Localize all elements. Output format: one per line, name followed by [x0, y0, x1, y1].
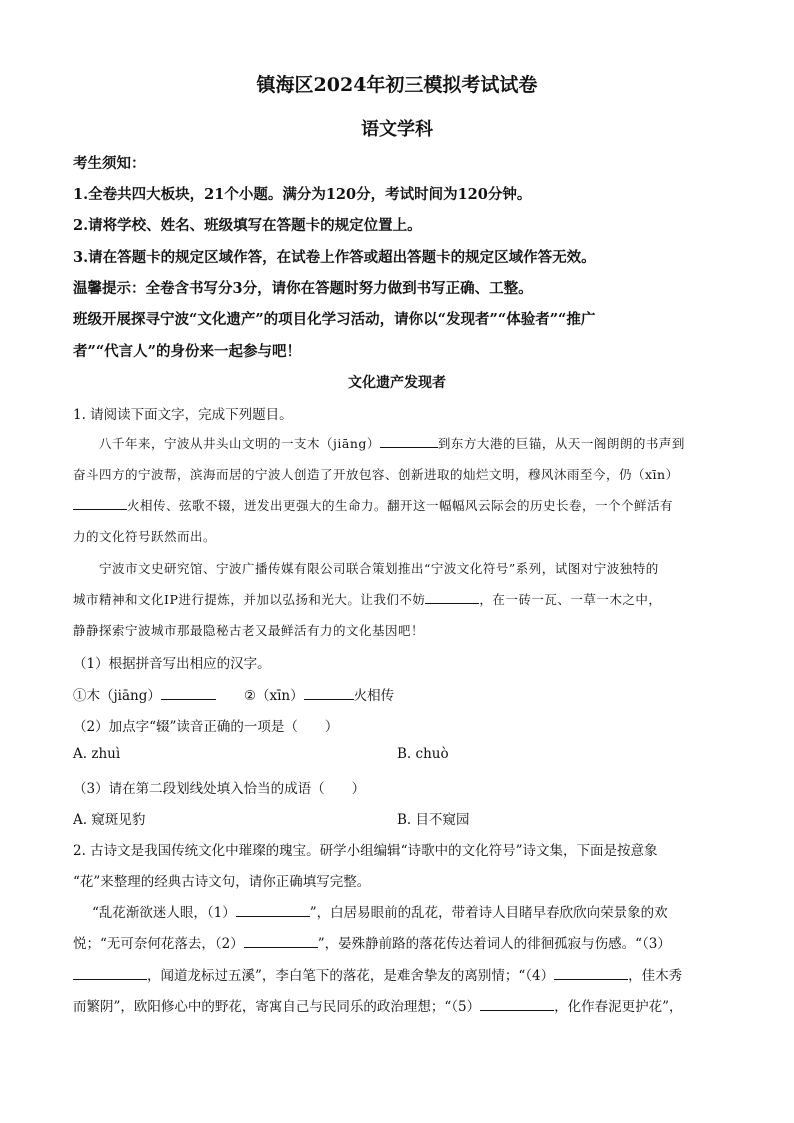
- poem-text: ，化作春泥更护花”，: [554, 999, 683, 1015]
- answer-blank[interactable]: [244, 935, 318, 948]
- option-b[interactable]: B. 目不窥园: [397, 812, 470, 828]
- answer-blank[interactable]: [161, 687, 216, 700]
- poem-text: 悦；“无可奈何花落去，（2）: [73, 936, 244, 952]
- pinyin-item: 火相传: [353, 688, 395, 704]
- question-2-stem: “花”来整理的经典古诗文句，请你正确填写完整。: [73, 874, 371, 890]
- poem-text: ，佳木秀: [628, 968, 683, 984]
- question-1-stem: 1. 请阅读下面文字，完成下列题目。: [73, 407, 293, 423]
- passage-text: 八千年来，宁波从井头山文明的一支木（jiāng）: [99, 436, 380, 451]
- note-item: 1.全卷共四大板块，21个小题。满分为120分，考试时间为120分钟。: [73, 186, 532, 203]
- passage-line: 奋斗四方的宁波帮，滨海而居的宁波人创造了开放包容、创新进取的灿烂文明，穆风沐雨至今，仍（xīn）: [73, 467, 679, 482]
- passage-text: 到东方大港的巨锚，从天一阁朗朗的书声到: [437, 436, 685, 451]
- answer-blank[interactable]: [236, 904, 310, 917]
- notes-heading: 考生须知：: [73, 155, 146, 172]
- passage-line: [99, 434, 723, 452]
- answer-blank[interactable]: [73, 967, 147, 980]
- question-2-stem: 2. 古诗文是我国传统文化中璀璨的瑰宝。研学小组编辑“诗歌中的文化符号”诗文集，下面是按意象: [73, 843, 658, 859]
- passage-line: 宁波市文史研究馆、宁波广播传媒有限公司联合策划推出“宁波文化符号”系列，试图对宁波独特的: [99, 561, 659, 576]
- passage-text: 火相传、弦歌不辍，迸发出更强大的生命力。翻开这一幅幅风云际会的历史长卷，一个个鲜活有: [127, 498, 674, 513]
- passage-line: [73, 590, 723, 608]
- poem-text: ，闻道龙标过五溪”，李白笔下的落花，是难舍挚友的离别情；“（4）: [147, 968, 555, 984]
- intro-line: 者”“代言人”的身份来一起参与吧！: [73, 343, 302, 360]
- answer-blank[interactable]: [73, 497, 127, 510]
- passage-line: 静静探索宁波城市那最隐秘古老又最鲜活有力的文化基因吧！: [73, 623, 425, 638]
- passage-line: 力的文化符号跃然而出。: [73, 529, 217, 544]
- sub-question: （2）加点字“辍”读音正确的一项是（ ）: [73, 719, 339, 735]
- pinyin-item: ②（xīn）: [243, 688, 304, 704]
- sub-question-answers: [73, 684, 394, 704]
- poem-text: ”，晏殊静前路的落花传达着词人的徘徊孤寂与伤感。“（3）: [317, 936, 671, 952]
- exam-title: 镇海区2024年初三模拟考试试卷: [256, 74, 538, 96]
- poem-line: [73, 964, 682, 984]
- poem-text: “乱花渐欲迷人眼，（1）: [92, 905, 236, 921]
- poem-line: [73, 932, 671, 952]
- poem-text: 而繁阴”，欧阳修心中的野花，寄寓自己与民同乐的政治理想；“（5）: [73, 999, 481, 1015]
- intro-line: 班级开展探寻宁波“文化遗产”的项目化学习活动，请你以“发现者”“体验者”“推广: [73, 311, 596, 328]
- poem-line: [73, 995, 683, 1015]
- note-item: 2.请将学校、姓名、班级填写在答题卡的规定位置上。: [73, 217, 422, 234]
- passage-text: 城市精神和文化IP进行提炼，并加以弘扬和光大。让我们不妨: [73, 592, 426, 607]
- answer-blank[interactable]: [380, 435, 438, 448]
- poem-line: [92, 901, 668, 921]
- pinyin-item: ①木（jiāng）: [73, 688, 161, 704]
- sub-question: （1）根据拼音写出相应的汉字。: [73, 656, 271, 672]
- answer-blank[interactable]: [304, 687, 354, 700]
- answer-blank[interactable]: [554, 967, 628, 980]
- reminder: 温馨提示：全卷含书写分3分，请你在答题时努力做到书写正确、工整。: [73, 280, 533, 297]
- option-b[interactable]: B. chuò: [397, 746, 449, 762]
- poem-text: ”，白居易眼前的乱花，带着诗人目睹早春欣欣向荣景象的欢: [309, 905, 668, 921]
- answer-blank[interactable]: [480, 998, 554, 1011]
- answer-blank[interactable]: [425, 591, 479, 604]
- passage-text: ，在一砖一瓦、一草一木之中，: [479, 592, 662, 607]
- passage-line: [73, 496, 723, 514]
- note-item: 3.请在答题卡的规定区域作答，在试卷上作答或超出答题卡的规定区域作答无效。: [73, 249, 596, 266]
- section-title: 文化遗产发现者: [348, 375, 446, 391]
- sub-question: （3）请在第二段划线处填入恰当的成语（ ）: [73, 781, 366, 797]
- option-a[interactable]: A. 窥斑见豹: [73, 812, 146, 828]
- option-a[interactable]: A. zhuì: [73, 746, 121, 762]
- subject-title: 语文学科: [361, 119, 433, 140]
